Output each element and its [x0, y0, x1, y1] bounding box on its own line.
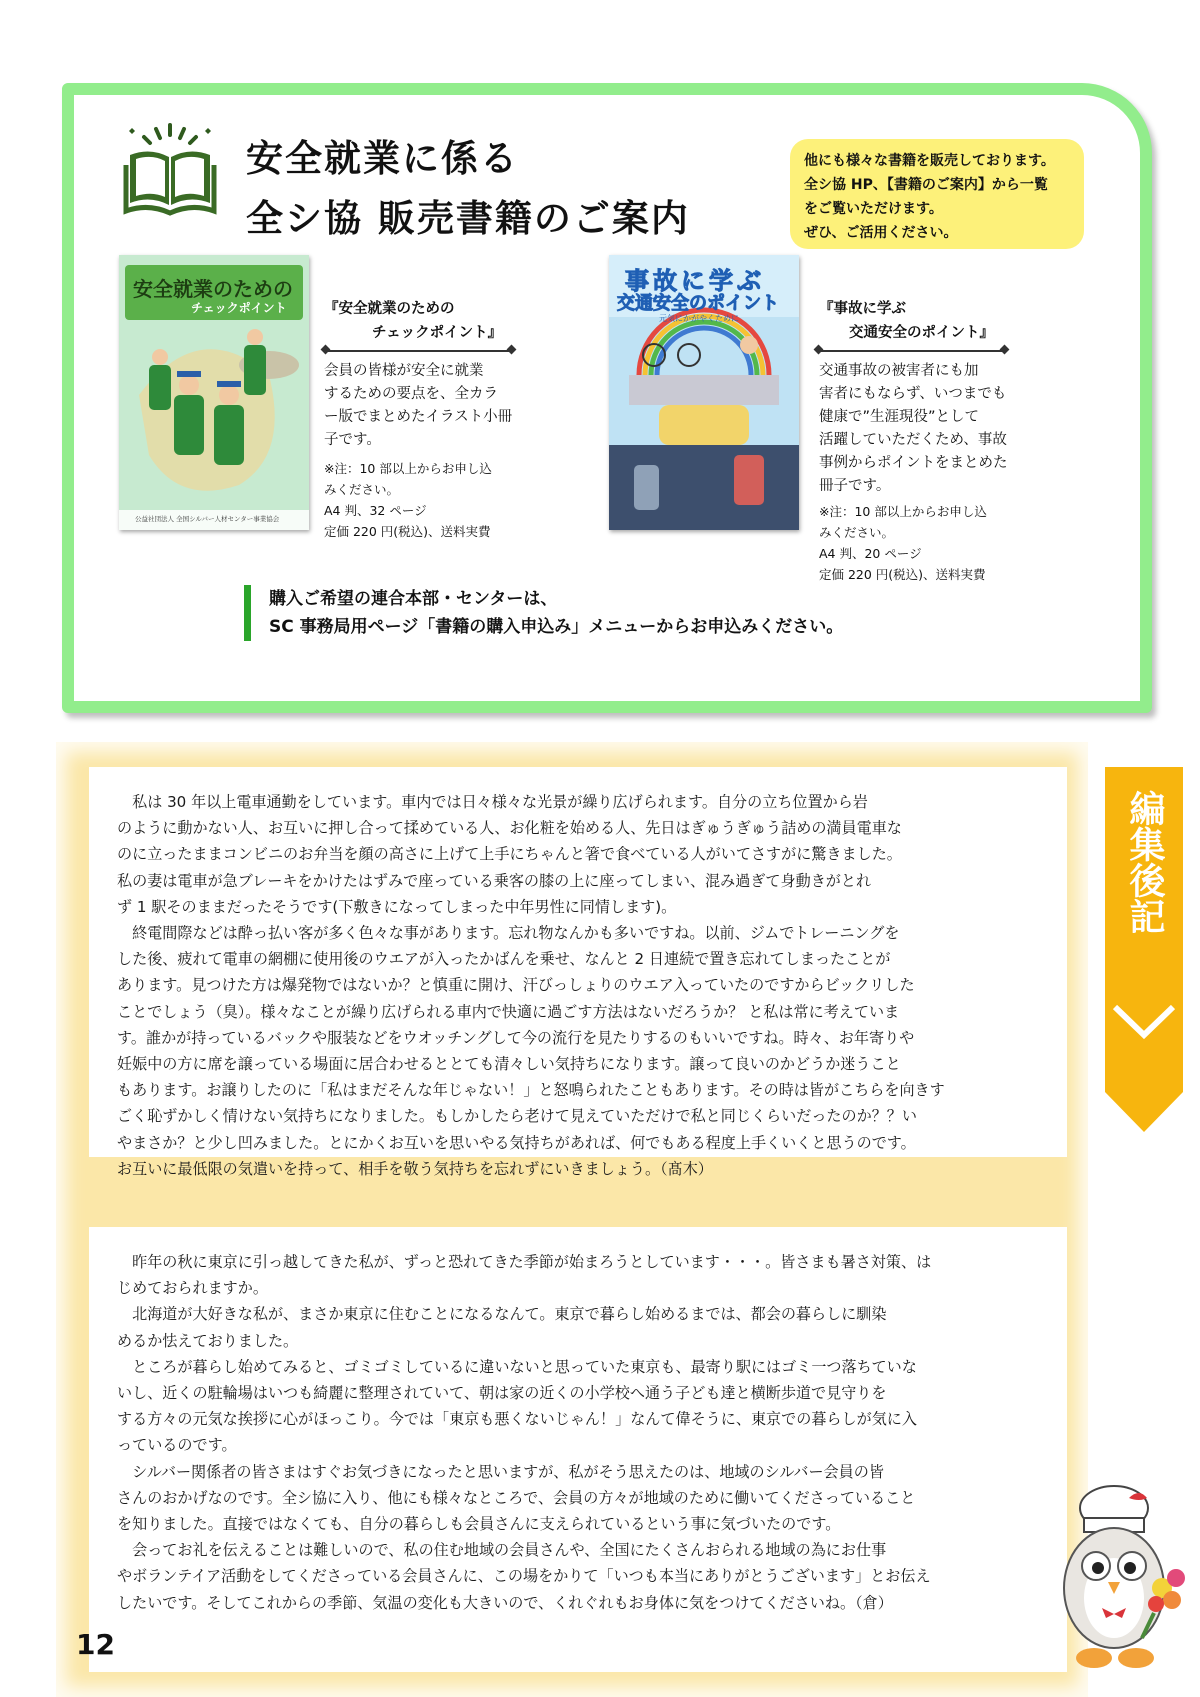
- desc-line: 事例からポイントをまとめた: [819, 455, 1008, 471]
- desc-line: ー版でまとめたイラスト小冊: [324, 409, 513, 425]
- purchase-line-1: 購入ご希望の連合本部・センターは、: [269, 589, 558, 609]
- essay-line: 昨年の秋に東京に引っ越してきた私が、ずっと恐れてきた季節が始まろうとしています・・・。皆さまも暑さ対策、は: [117, 1253, 932, 1271]
- book-cover-checkpoint: [119, 255, 309, 530]
- essay-line: ごく恥ずかしく情けない気持ちになりました。もしかしたら老けて見えていただけで私と同じくらいだったのか？？い: [117, 1107, 917, 1126]
- book-title-line-1: 『事故に学ぶ: [819, 301, 906, 317]
- essay-line: したいです。そしてこれからの季節、気温の変化も大きいので、くれぐれもお身体に気をつけてくださいね。（倉）: [117, 1593, 893, 1612]
- book-cover-traffic-safety: [609, 255, 799, 530]
- desc-line: 子です。: [324, 432, 381, 448]
- essay-line: を知りました。直接ではなくても、自分の暮らしも会員さんに支えられているという事に気づいたのです。: [117, 1515, 841, 1534]
- meta-line: ※注：10 部以上からお申し込: [819, 504, 987, 519]
- meta-line: みください。: [819, 525, 895, 540]
- notice-line: 他にも様々な書籍を販売しております。: [804, 153, 1055, 169]
- meta-line: A4 判、20 ページ: [819, 546, 922, 561]
- page-number: 12: [76, 1628, 115, 1661]
- essay-line: さんのおかげなのです。全シ協に入り、他にも様々なところで、会員の方々が地域のために働いてくださっていること: [117, 1488, 916, 1507]
- essay-line: じめておられますか。: [117, 1279, 268, 1298]
- cover-title: 事故に学ぶ: [625, 267, 765, 295]
- purchase-instructions: [244, 585, 843, 641]
- meta-line: ※注：10 部以上からお申し込: [324, 461, 492, 476]
- title-divider: [326, 350, 511, 352]
- book-title: [324, 297, 502, 345]
- cover-subtitle: 交通安全のポイント: [617, 293, 779, 314]
- essay-line: ところが暮らし始めてみると、ゴミゴミしているに違いないと思っていた東京も、最寄り駅にはゴミ一つ落ちていな: [117, 1357, 917, 1376]
- cover-subtitle: チェックポイント: [191, 301, 287, 315]
- purchase-line-2: SC 事務局用ページ「書籍の購入申込み」メニューからお申込みください。: [269, 617, 844, 637]
- notice-line: をご覧いただけます。: [804, 201, 943, 217]
- essay-line: いし、近くの駐輪場はいつも綺麗に整理されていて、朝は家の近くの小学校へ通う子ども達と横断歩道で見守りを: [117, 1384, 887, 1403]
- notice-line: 全シ協 HP、【書籍のご案内】から一覧: [804, 177, 1048, 193]
- essay-line: 北海道が大好きな私が、まさか東京に住むことになるなんて。東京で暮らし始めるまでは、都会の暮らしに馴染: [117, 1305, 887, 1324]
- cover-tagline: 元気にかがやくために: [659, 314, 739, 323]
- title-line-2: 全シ協 販売書籍のご案内: [246, 197, 690, 240]
- page-title: [246, 129, 690, 249]
- title-divider: [819, 350, 1004, 352]
- meta-line: 定価 220 円(税込)、送料実費: [819, 567, 986, 582]
- notice-line: ぜひ、ご活用ください。: [804, 225, 958, 241]
- essay-line: 終電間際などは酔っ払い客が多く色々な事があります。忘れ物なんかも多いですね。以前、ジムでトレーニングを: [117, 924, 900, 943]
- essay-line: ず 1 駅そのままだったそうです(下敷きになってしまった中年男性に同情します)。: [117, 897, 677, 916]
- cover-publisher: 公益社団法人 全国シルバー人材センター事業協会: [135, 515, 280, 523]
- editorial-tab-label: [1105, 790, 1183, 934]
- essay-line: やボランテイア活動をしてくださっている会員さんに、この場をかりて「いつも本当にありがとうございます」とお伝え: [117, 1567, 931, 1586]
- desc-line: するための要点を、全カラ: [324, 386, 498, 402]
- meta-line: みください。: [324, 482, 400, 497]
- meta-line: 定価 220 円(税込)、送料実費: [324, 524, 491, 539]
- open-book-icon: [122, 121, 218, 217]
- title-line-1: 安全就業に係る: [246, 137, 519, 180]
- mascot-owl-illustration: [1044, 1478, 1194, 1688]
- essay-line: のように動かない人、お互いに押し合って揉めている人、お化粧を始める人、先日はぎゅうぎゅう詰めの満員電車な: [117, 819, 902, 838]
- essay-line: シルバー関係者の皆さまはすぐお気づきになったと思いますが、私がそう思えたのは、地域のシルバー会員の皆: [117, 1462, 884, 1481]
- book-title: [819, 297, 994, 345]
- essay-line: す。誰かが持っているバックや服装などをウオッチングして今の流行を見たりするのもいいですね。時々、お年寄りや: [117, 1028, 915, 1047]
- book-info-panel: [62, 83, 1152, 713]
- desc-line: 交通事故の被害者にも加: [819, 363, 979, 379]
- book-title-line-1: 『安全就業のための: [324, 301, 455, 317]
- meta-line: A4 判、32 ページ: [324, 503, 427, 518]
- essay-line: 妊娠中の方に席を譲っている場面に居合わせるととても清々しい気持ちになります。譲って良いのかどうか迷うこと: [117, 1055, 901, 1074]
- essay-line: もあります。お譲りしたのに「私はまだそんな年じゃない！」と怒鳴られたこともあります。その時は皆がこちらを向きす: [117, 1081, 945, 1100]
- book-title-line-2: 交通安全のポイント』: [849, 325, 994, 341]
- cover-title: 安全就業のための: [133, 277, 293, 301]
- essay-line: お互いに最低限の気遣いを持って、相手を敬う気持ちを忘れずにいきましょう。（髙木）: [117, 1159, 713, 1178]
- editorial-essay-1: [89, 767, 1067, 1178]
- book-description: [819, 360, 1008, 498]
- essay-line: 私は 30 年以上電車通勤をしています。車内では日々様々な光景が繰り広げられます。自分の立ち位置から岩: [117, 793, 868, 811]
- essay-line: あります。見つけた方は爆発物ではないか？と慎重に開け、汗びっしょりのウエア入っていたのですからビックリした: [117, 976, 915, 995]
- essay-line: ことでしょう（臭）。様々なことが繰り広げられる車内で快適に過ごす方法はないだろうか？ と私は常に考えていま: [117, 1002, 900, 1021]
- essay-line: めるか怯えておりました。: [117, 1331, 299, 1350]
- book-description: [324, 360, 512, 452]
- essay-line: 私の妻は電車が急ブレーキをかけたはずみで座っている乗客の膝の上に座ってしまい、混み過ぎて身動きがとれ: [117, 871, 872, 890]
- essay-line: 会ってお礼を伝えることは難しいので、私の住む地域の会員さんや、全国にたくさんおられる地域の為にお仕事: [117, 1541, 887, 1560]
- desc-line: 健康で”生涯現役”として: [819, 409, 980, 425]
- book-title-line-2: チェックポイント』: [372, 325, 503, 341]
- essay-line: のに立ったままコンビニのお弁当を顔の高さに上げて上手にちゃんと箸で食べている人がいてさすがに驚きました。: [117, 845, 902, 864]
- notice-box: [790, 139, 1084, 249]
- editorial-essay-2: [89, 1227, 1067, 1672]
- desc-line: 冊子です。: [819, 478, 891, 494]
- book-meta: [324, 458, 492, 542]
- essay-line: した後、疲れて電車の網棚に使用後のウエアが入ったかばんを乗せ、なんと 2 日連続で置き忘れてしまったことが: [117, 950, 891, 969]
- desc-line: 会員の皆様が安全に就業: [324, 363, 484, 379]
- editorial-tab-text: 編集後記: [1124, 790, 1165, 934]
- book-meta: [819, 501, 987, 585]
- essay-line: っているのです。: [117, 1436, 237, 1455]
- desc-line: 活躍していただくため、事故: [819, 432, 1007, 448]
- essay-line: する方々の元気な挨拶に心がほっこり。今では「東京も悪くないじゃん！」なんて偉そうに、東京での暮らしが気に入: [117, 1410, 917, 1429]
- desc-line: 害者にもならず、いつまでも: [819, 386, 1007, 402]
- essay-line: やまさか？と少し凹みました。とにかくお互いを思いやる気持ちがあれば、何でもある程度上手くいくと思うのです。: [117, 1133, 916, 1152]
